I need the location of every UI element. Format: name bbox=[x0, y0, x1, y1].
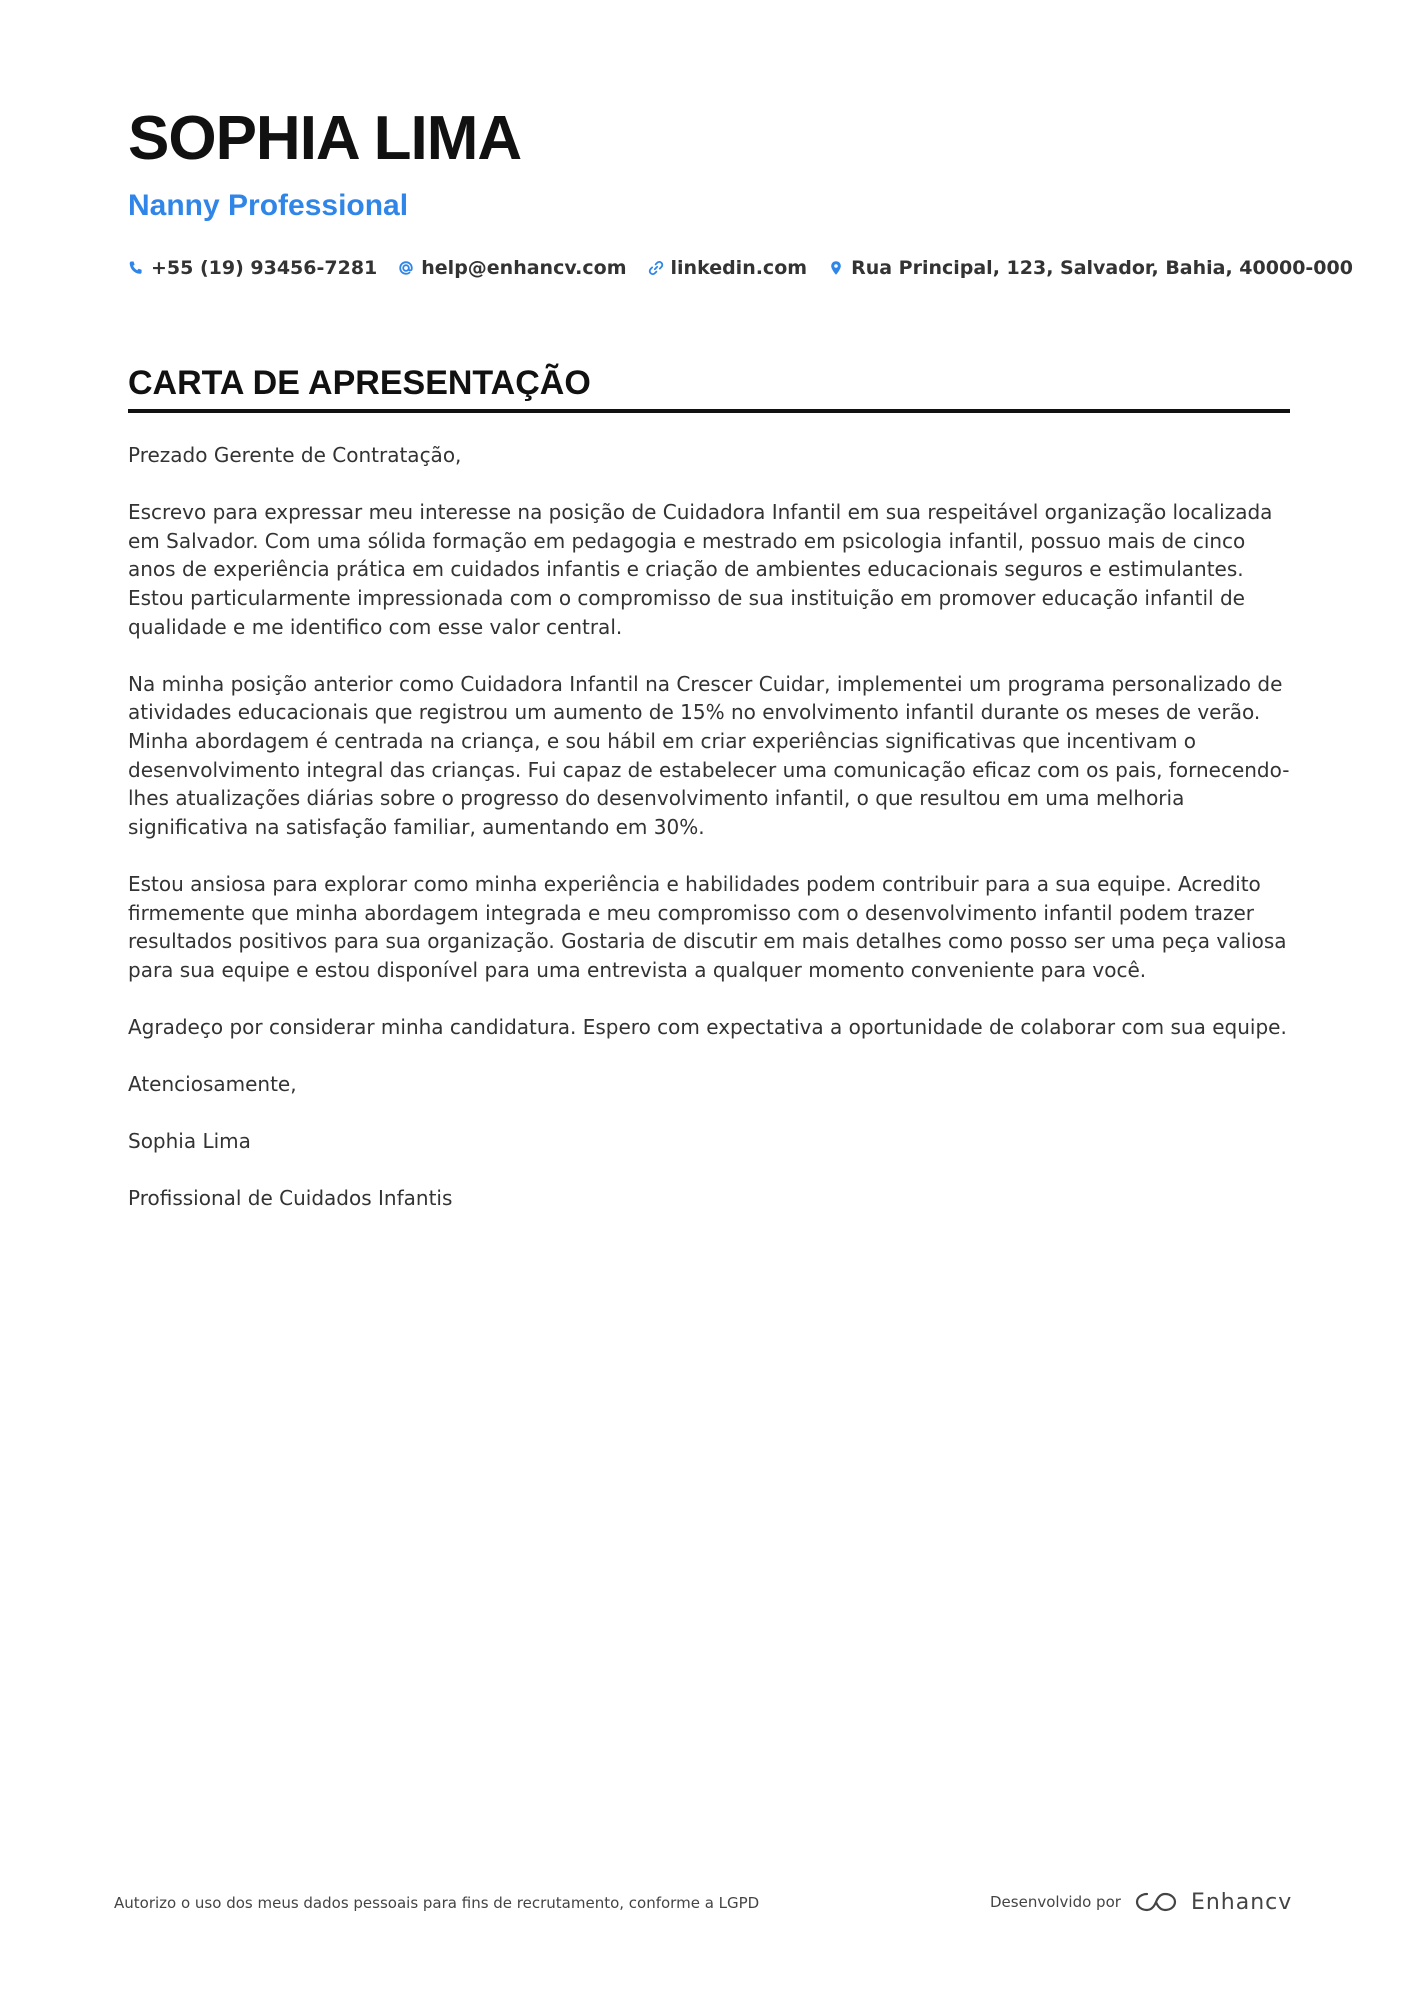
email-text: help@enhancv.com bbox=[421, 257, 627, 279]
consent-note: Autorizo o uso dos meus dados pessoais para fins de recrutamento, conforme a LGPD bbox=[114, 1894, 760, 1912]
letter-closing: Atenciosamente, bbox=[128, 1072, 297, 1097]
letter-paragraph: Na minha posição anterior como Cuidadora Infantil na Crescer Cuidar, implementei um programa personalizado de atividades educacionais que registrou um aumento de 15% no envolvimento infantil durante os meses de verão. Minha abordagem é centrada na criança, e sou hábil em criar experiências significativas que incentivam o desenvolvimento integral das crianças. Fui capaz de estabelecer uma comunicação eficaz com os pais, fornecendo-lhes atualizações diárias sobre o progresso do desenvolvimento infantil, o que resultou em uma melhoria significativa na satisfação familiar, aumentando em 30%. bbox=[128, 671, 1290, 839]
link-icon bbox=[648, 260, 664, 276]
letter-paragraph: Estou ansiosa para explorar como minha experiência e habilidades podem contribuir para a sua equipe. Acredito firmemente que minha abordagem integrada e meu compromisso com o desenvolvimento infantil podem trazer resultados positivos para sua organização. Gostaria de discutir em mais detalhes como posso ser uma peça valiosa para sua equipe e estou disponível para uma entrevista a qualquer momento conveniente para você. bbox=[128, 871, 1287, 982]
contact-address bbox=[828, 257, 1353, 279]
phone-text: +55 (19) 93456-7281 bbox=[151, 257, 378, 279]
location-pin-icon bbox=[828, 260, 844, 276]
contact-email[interactable] bbox=[398, 257, 626, 279]
letter-paragraph: Agradeço por considerar minha candidatura. Espero com expectativa a oportunidade de colaborar com sua equipe. bbox=[128, 1014, 1287, 1039]
contact-linkedin[interactable] bbox=[648, 257, 808, 279]
letter-greeting: Prezado Gerente de Contratação, bbox=[128, 443, 462, 467]
enhancv-logo-icon bbox=[1133, 1889, 1179, 1915]
enhancv-brand-text: Enhancv bbox=[1190, 1889, 1293, 1915]
letter-paragraph: Escrevo para expressar meu interesse na posição de Cuidadora Infantil em sua respeitável organização localizada em Salvador. Com uma sólida formação em pedagogia e mestrado em psicologia infantil, possuo mais de cinco anos de experiência prática em cuidados infantis e criação de ambientes educacionais seguros e estimulantes. Estou particularmente impressionada com o compromisso de sua instituição em promover educação infantil de qualidade e me identifico com esse valor central. bbox=[128, 500, 1273, 639]
phone-icon bbox=[128, 260, 144, 276]
at-icon bbox=[398, 260, 414, 276]
address-text: Rua Principal, 123, Salvador, Bahia, 40000-000 bbox=[851, 257, 1353, 279]
powered-by-label: Desenvolvido por bbox=[990, 1893, 1121, 1911]
section-heading: CARTA DE APRESENTAÇÃO bbox=[128, 366, 1290, 413]
contact-bar bbox=[128, 255, 1374, 281]
powered-by[interactable] bbox=[990, 1885, 1292, 1919]
candidate-name: SOPHIA LIMA bbox=[128, 104, 522, 173]
candidate-title: Nanny Professional bbox=[128, 189, 409, 222]
contact-phone[interactable] bbox=[128, 257, 377, 279]
linkedin-text: linkedin.com bbox=[670, 257, 808, 279]
letter-body bbox=[128, 441, 1298, 1242]
signature-title: Profissional de Cuidados Infantis bbox=[128, 1186, 453, 1211]
signature-name: Sophia Lima bbox=[128, 1129, 251, 1154]
